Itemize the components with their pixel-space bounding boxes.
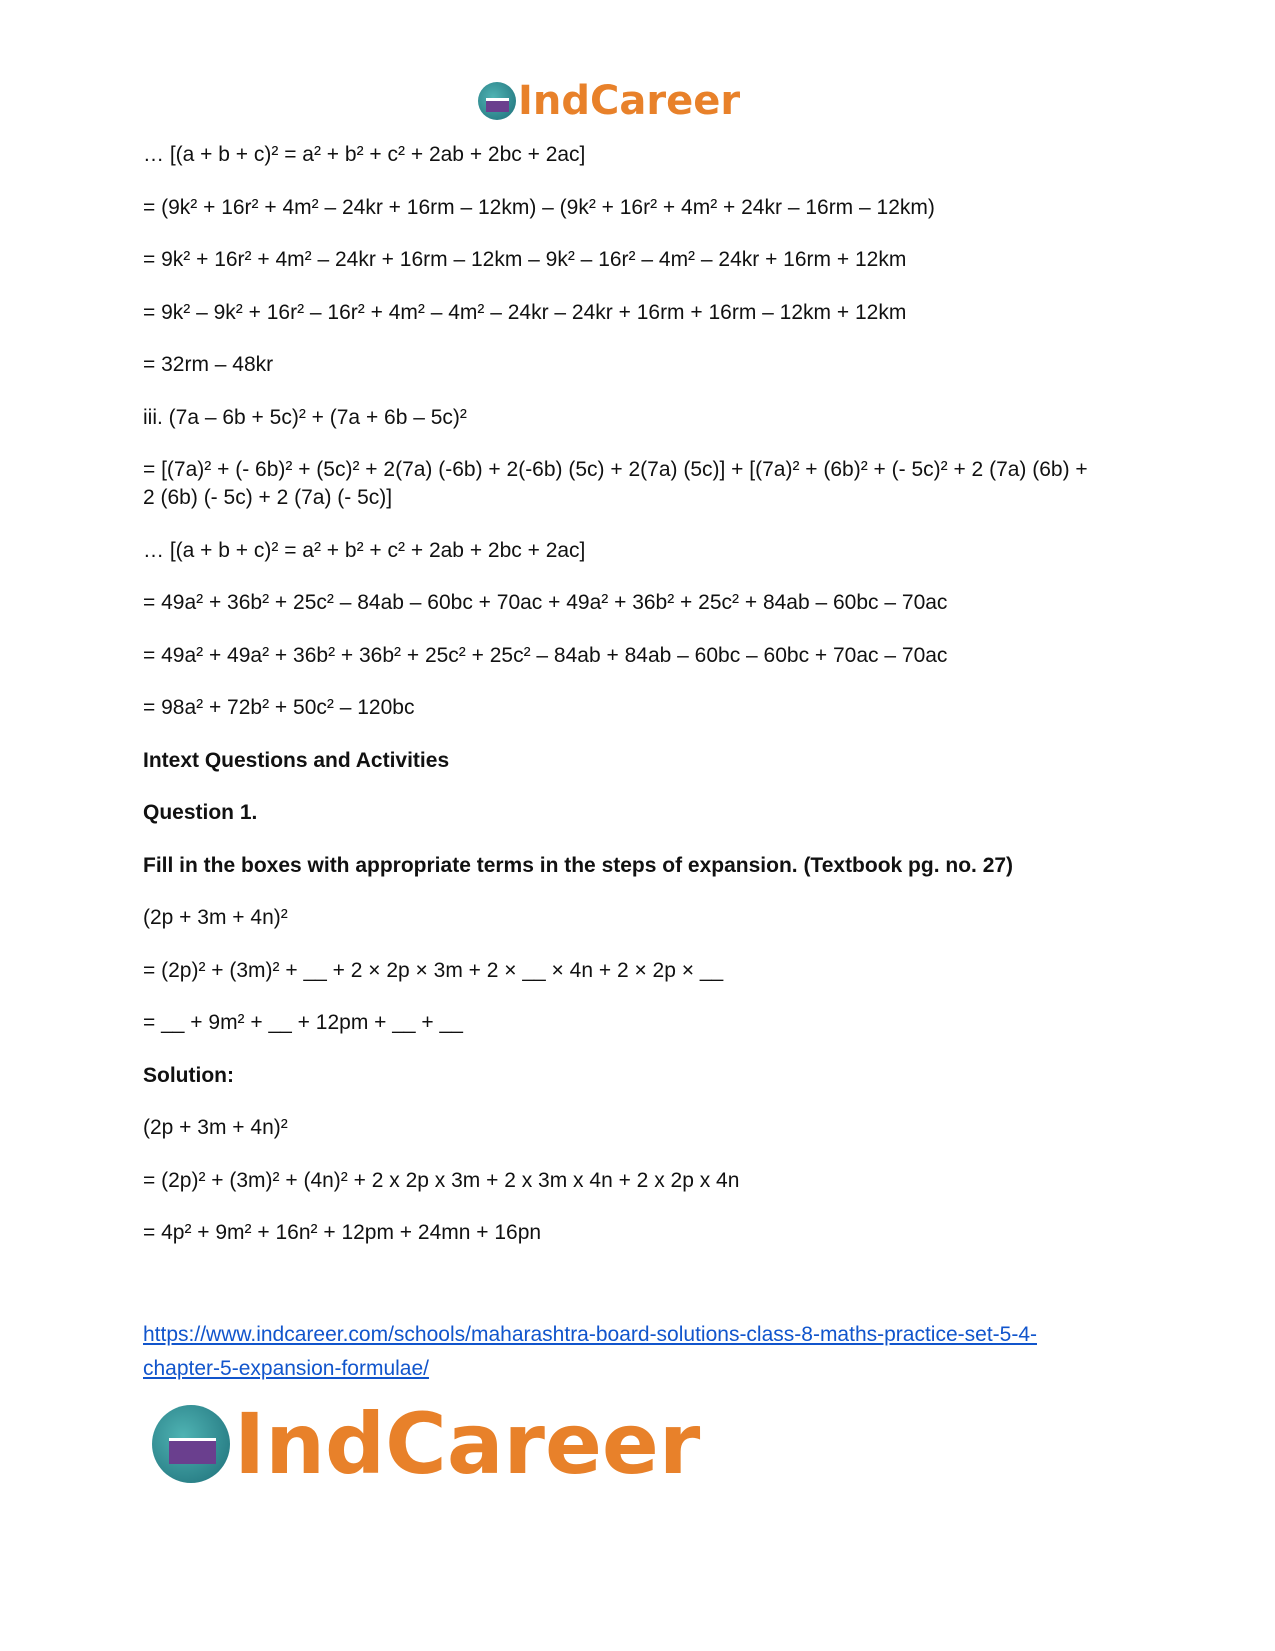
equation-line: = 49a² + 49a² + 36b² + 36b² + 25c² + 25c² – 84ab + 84ab – 60bc – 60bc + 70ac – 70ac (143, 643, 948, 667)
equation-line: (2p + 3m + 4n)² (143, 1116, 288, 1139)
document-body (143, 141, 1103, 1272)
equation-line: = 9k² – 9k² + 16r² – 16r² + 4m² – 4m² – 24kr – 24kr + 16rm + 16rm – 12km + 12km (143, 300, 907, 324)
footer-logo (152, 1395, 700, 1493)
equation-line: … [(a + b + c)² = a² + b² + c² + 2ab + 2bc + 2ac] (143, 538, 586, 562)
header-logo-text: IndCareer (518, 78, 741, 124)
heading-line: Question 1. (143, 801, 258, 824)
heading-line: Solution: (143, 1063, 234, 1087)
equation-line: = 98a² + 72b² + 50c² – 120bc (143, 696, 415, 719)
equation-line: = 4p² + 9m² + 16n² + 12pm + 24mn + 16pn (143, 1221, 542, 1244)
equation-line: = [(7a)² + (- 6b)² + (5c)² + 2(7a) (-6b) + 2(-6b) (5c) + 2(7a) (5c)] + [(7a)² + (6b)² + (- 5c)² + 2 (7a) (6b) + 2 (6b) (- 5c) + 2 (7a) (- 5c)] (143, 458, 1088, 509)
heading-line: Intext Questions and Activities (143, 748, 450, 772)
heading-line: Fill in the boxes with appropriate terms in the steps of expansion. (Textbook pg. no. 27) (143, 853, 1014, 877)
header-logo (478, 78, 740, 124)
source-link[interactable]: https://www.indcareer.com/schools/maharashtra-board-solutions-class-8-maths-practice-set-5-4-chapter-5-expansion-formulae/ (143, 1323, 1037, 1380)
equation-line: = (2p)² + (3m)² + __ + 2 × 2p × 3m + 2 × __ × 4n + 2 × 2p × __ (143, 958, 724, 982)
equation-line: = 49a² + 36b² + 25c² – 84ab – 60bc + 70ac + 49a² + 36b² + 25c² + 84ab – 60bc – 70ac (143, 591, 948, 614)
equation-line: = 9k² + 16r² + 4m² – 24kr + 16rm – 12km – 9k² – 16r² – 4m² – 24kr + 16rm + 12km (143, 248, 907, 271)
equation-line: = (2p)² + (3m)² + (4n)² + 2 x 2p x 3m + 2 x 3m x 4n + 2 x 2p x 4n (143, 1168, 740, 1192)
footer-logo-text: IndCareer (234, 1395, 701, 1493)
equation-line: (2p + 3m + 4n)² (143, 906, 288, 929)
equation-line: = (9k² + 16r² + 4m² – 24kr + 16rm – 12km) – (9k² + 16r² + 4m² + 24kr – 16rm – 12km) (143, 195, 935, 219)
equation-line: … [(a + b + c)² = a² + b² + c² + 2ab + 2bc + 2ac] (143, 143, 586, 166)
equation-line: = 32rm – 48kr (143, 353, 274, 376)
equation-line: iii. (7a – 6b + 5c)² + (7a + 6b – 5c)² (143, 405, 467, 429)
equation-line: = __ + 9m² + __ + 12pm + __ + __ (143, 1011, 463, 1034)
graduation-cap-books-icon (152, 1405, 230, 1483)
graduation-cap-books-icon (478, 82, 516, 120)
